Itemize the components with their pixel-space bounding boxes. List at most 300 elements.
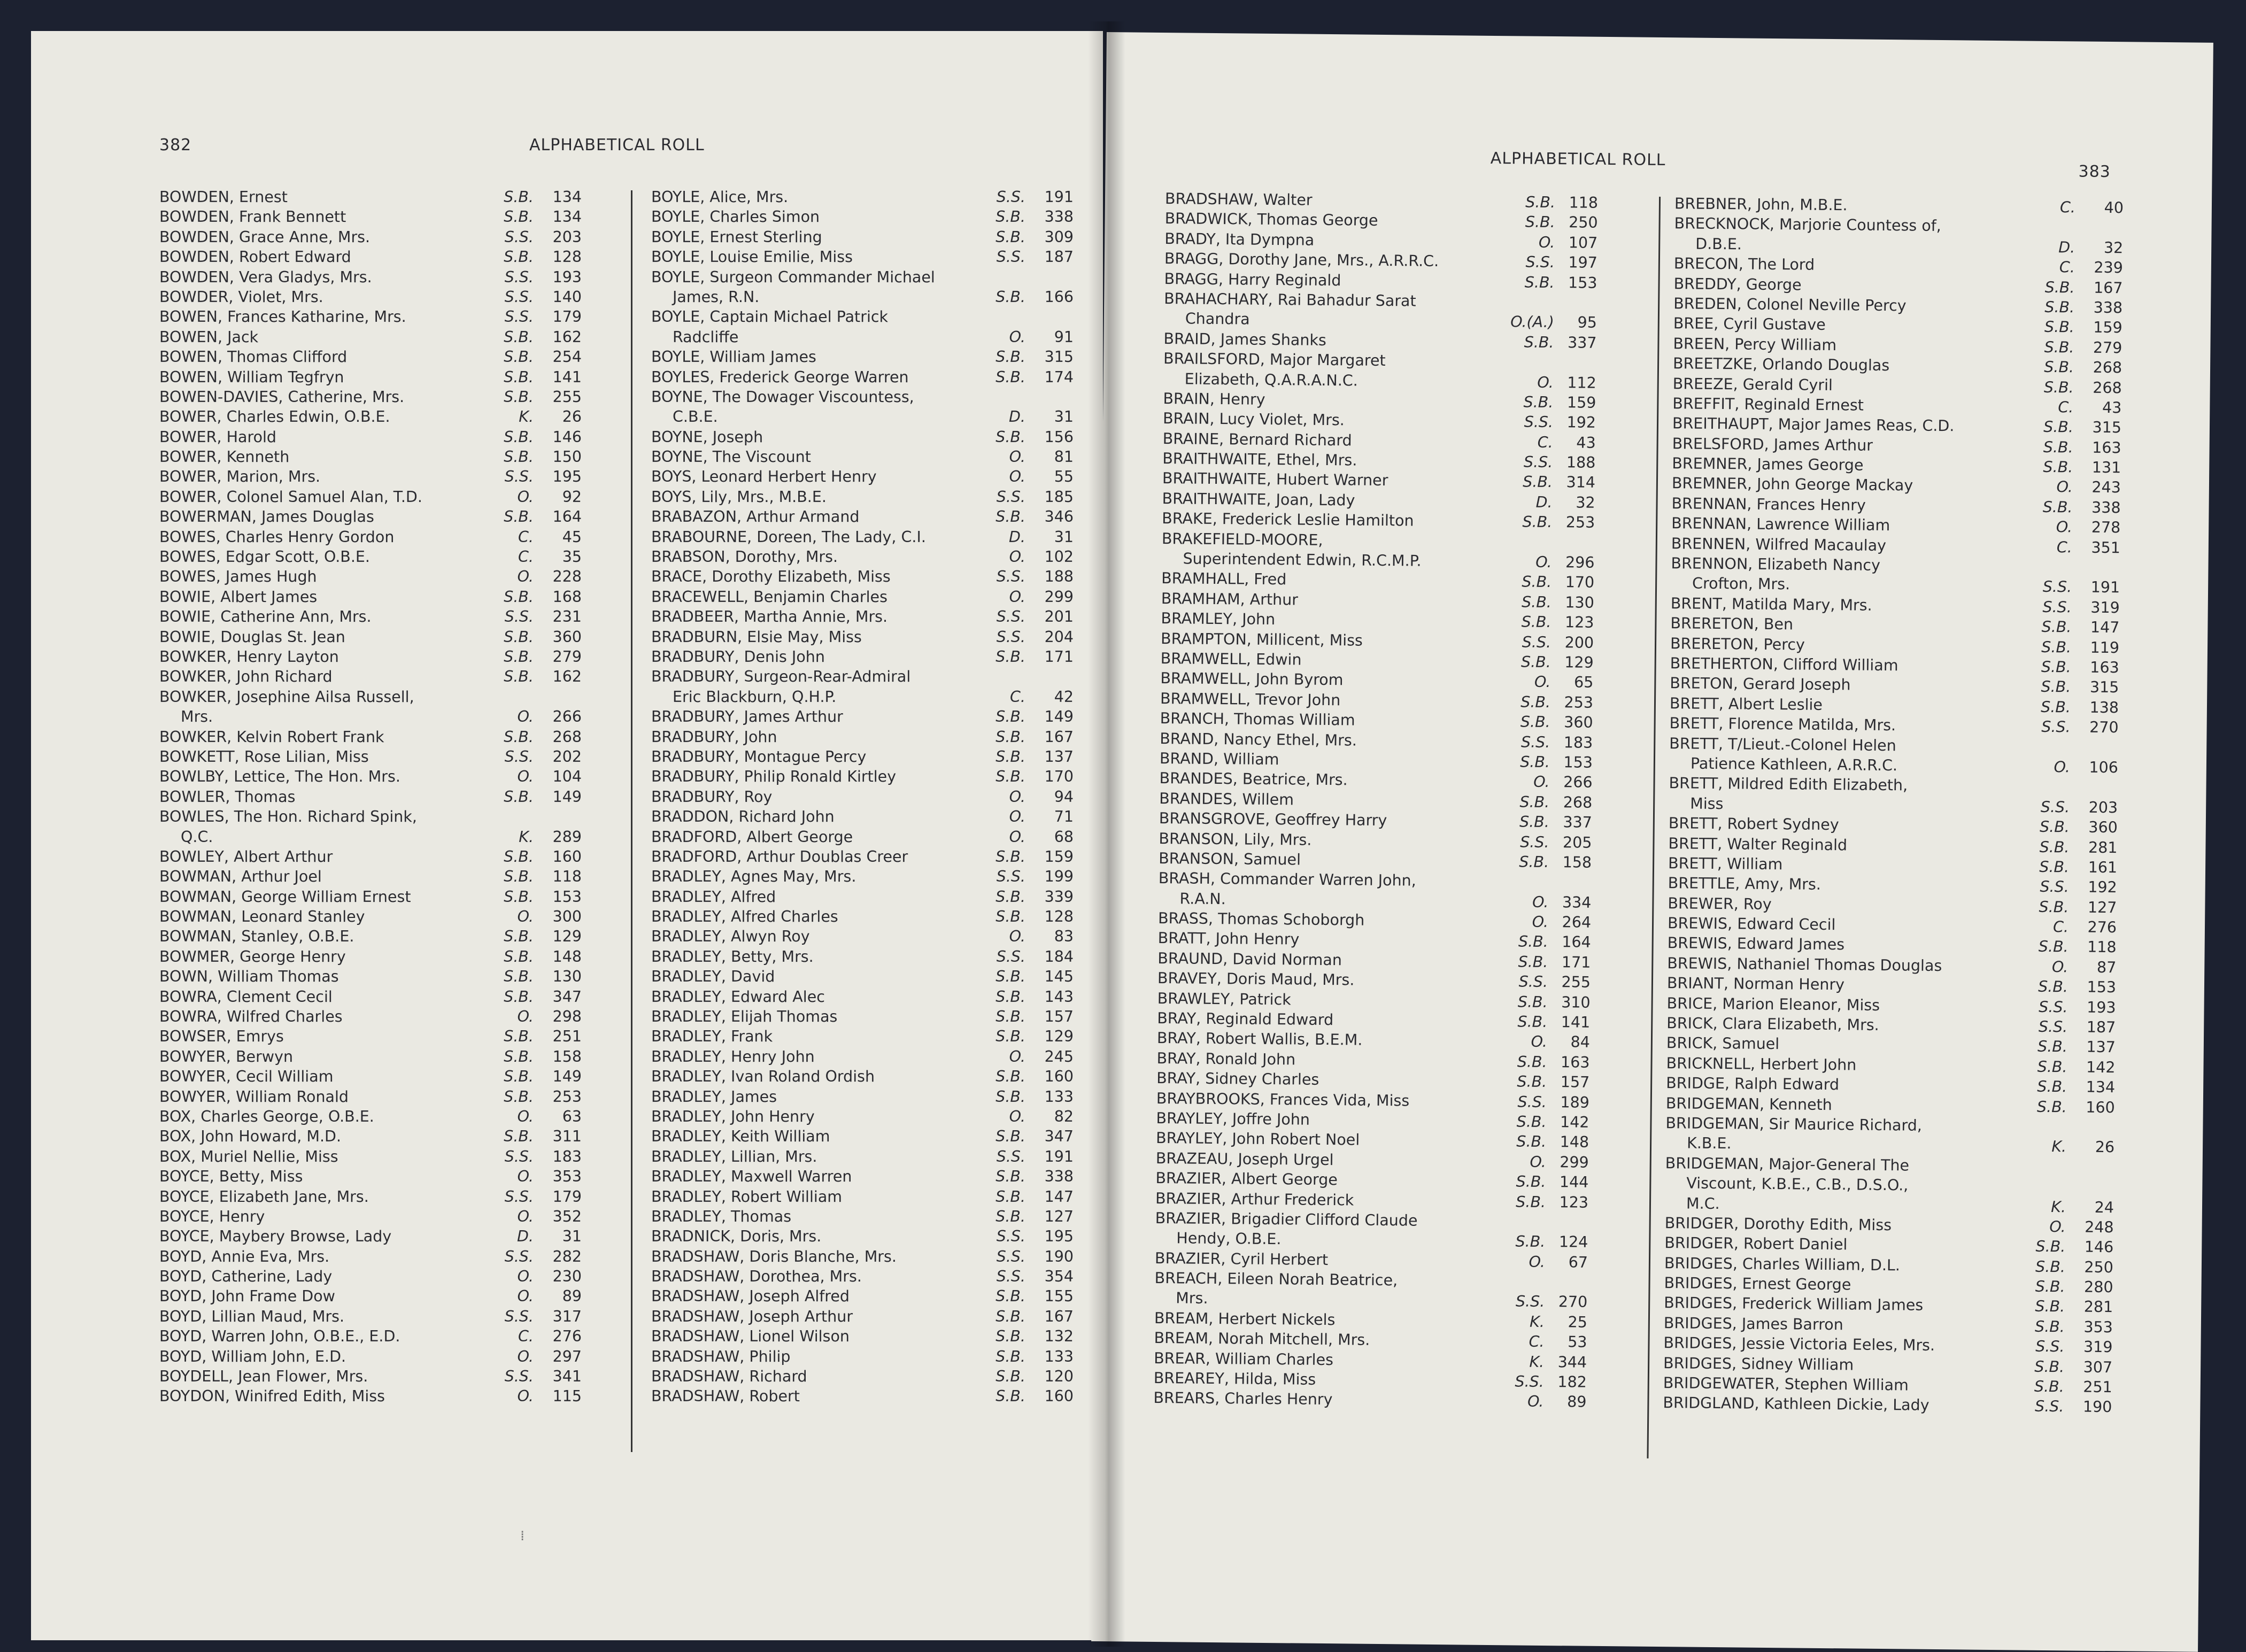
entry-page-ref: 160 — [552, 847, 582, 866]
entry-award: S.B. — [2037, 1057, 2067, 1076]
entry-name: BRADLEY, Frank — [651, 1028, 773, 1046]
entry-page-ref: 40 — [2104, 198, 2124, 217]
entry-name: C.B.E. — [673, 408, 718, 426]
entry-page-ref: 127 — [2087, 898, 2117, 916]
entry-page-ref: 43 — [1576, 434, 1596, 452]
entry-name: BRADBURY, Denis John — [651, 647, 825, 666]
entry-name: BRIDGES, Frederick William James — [1664, 1294, 1924, 1315]
entry-award: S.S. — [2041, 717, 2071, 736]
entry-name: BREEN, Percy William — [1673, 334, 1837, 354]
entry-page-ref: 45 — [562, 528, 582, 546]
entry-page-ref: 146 — [552, 428, 582, 446]
entry-page-ref: 138 — [2089, 698, 2119, 716]
entry-name: BOWERMAN, James Douglas — [159, 508, 374, 526]
entry-name: Miss — [1690, 794, 1724, 813]
entry-page-ref: 195 — [1044, 1228, 1074, 1246]
entry-name: BOWIE, Catherine Ann, Mrs. — [159, 608, 372, 626]
entry-name: BOWKETT, Rose Lilian, Miss — [159, 747, 369, 766]
entry-name: BRADLEY, James — [651, 1087, 777, 1106]
entry-name: BOWMAN, Arthur Joel — [159, 868, 322, 886]
entry-award: O. — [517, 1387, 534, 1406]
roll-entry — [651, 1287, 1103, 1307]
entry-award: S.B. — [995, 1068, 1025, 1086]
entry-page-ref: 167 — [1044, 1307, 1074, 1325]
entry-award: S.S. — [504, 1147, 534, 1165]
entry-page-ref — [2072, 1178, 2114, 1179]
entry-award: S.B. — [504, 868, 534, 886]
roll-entry — [1663, 1394, 2144, 1419]
entry-award: S.B. — [2041, 698, 2071, 716]
entry-page-ref: 55 — [1054, 468, 1074, 486]
entry-name: BRAMWELL, Trevor John — [1160, 689, 1341, 709]
entry-page-ref: 118 — [552, 868, 582, 886]
entry-award: C. — [1010, 688, 1025, 706]
entry-page-ref: 35 — [562, 548, 582, 566]
entry-award: S.B. — [995, 1207, 1025, 1225]
roll-entry — [159, 648, 630, 668]
entry-award: S.S. — [996, 248, 1025, 266]
entry-award: S.B. — [1519, 853, 1549, 871]
entry-name: BRADFORD, Albert George — [651, 828, 853, 846]
entry-name: BOWYER, Cecil William — [159, 1068, 334, 1086]
roll-entry — [159, 408, 630, 428]
roll-entry — [651, 608, 1103, 628]
roll-entry — [651, 428, 1103, 448]
entry-name: BOYNE, The Dowager Viscountess, — [651, 388, 914, 406]
entry-page-ref: 279 — [2093, 338, 2122, 357]
entry-award: S.B. — [504, 1068, 534, 1086]
entry-name: BRAKE, Frederick Leslie Hamilton — [1162, 510, 1414, 530]
entry-name: BRADLEY, Elijah Thomas — [651, 1008, 838, 1026]
entry-name: BOWLES, The Hon. Richard Spink, — [159, 808, 417, 826]
roll-entry — [159, 1128, 630, 1147]
entry-page-ref: 179 — [552, 1187, 582, 1206]
entry-name: BREWIS, Edward James — [1667, 934, 1845, 954]
entry-name: BOYDELL, Jean Flower, Mrs. — [159, 1368, 368, 1386]
roll-entry — [159, 1287, 630, 1307]
roll-entry — [651, 448, 1103, 468]
entry-page-ref: 184 — [1044, 947, 1074, 966]
entry-page-ref: 128 — [552, 248, 582, 266]
entry-page-ref: 309 — [1044, 228, 1074, 246]
entry-page-ref: 160 — [1044, 1387, 1074, 1406]
entry-name: BOWYER, Berwyn — [159, 1047, 294, 1066]
entry-name: BRAND, Nancy Ethel, Mrs. — [1160, 729, 1357, 750]
entry-page-ref: 147 — [2090, 618, 2120, 637]
entry-page-ref: 150 — [552, 448, 582, 466]
roll-entry — [651, 308, 1103, 328]
roll-entry — [159, 1348, 630, 1368]
roll-entry — [159, 288, 630, 308]
roll-entry — [159, 988, 630, 1008]
entry-name: BOWDEN, Frank Bennett — [159, 208, 346, 226]
entry-award: S.S. — [504, 268, 534, 286]
entry-name: BOWES, James Hugh — [159, 568, 317, 586]
entry-page-ref: 346 — [1044, 508, 1074, 526]
entry-name: BRENNAN, Frances Henry — [1671, 495, 1866, 514]
entry-page-ref: 25 — [1568, 1313, 1588, 1331]
entry-page-ref: 65 — [1573, 673, 1594, 692]
roll-entry — [651, 928, 1103, 947]
entry-name: BRANDES, Beatrice, Mrs. — [1159, 769, 1348, 789]
entry-name: BRENNON, Elizabeth Nancy — [1671, 554, 1881, 574]
roll-entry — [651, 988, 1103, 1008]
running-head: ALPHABETICAL ROLL — [529, 136, 705, 155]
entry-name: BRELSFORD, James Arthur — [1672, 434, 1873, 454]
entry-award: O. — [517, 1168, 534, 1186]
entry-page-ref: 153 — [552, 887, 582, 906]
roll-entry — [159, 908, 630, 928]
entry-award: S.B. — [504, 1028, 534, 1046]
roll-entry — [651, 328, 1103, 348]
entry-name: BOWDEN, Ernest — [159, 188, 288, 206]
entry-column-2 — [651, 188, 1103, 1408]
entry-award: S.B. — [995, 847, 1025, 866]
entry-page-ref: 157 — [1560, 1073, 1590, 1091]
entry-name: BRADLEY, Edward Alec — [651, 987, 825, 1006]
entry-page-ref: 199 — [1044, 868, 1074, 886]
entry-name: BOWKER, John Richard — [159, 668, 333, 686]
entry-award: S.B. — [2038, 978, 2069, 996]
entry-name: BREAM, Herbert Nickels — [1154, 1309, 1336, 1329]
roll-entry — [651, 468, 1103, 488]
entry-page-ref: 107 — [1568, 234, 1598, 252]
entry-page-ref: 182 — [1557, 1373, 1587, 1391]
entry-name: BRAMWELL, Edwin — [1160, 650, 1302, 669]
entry-page-ref: 119 — [2090, 638, 2120, 657]
entry-award — [2013, 1117, 2067, 1118]
entry-name: BRAY, Ronald John — [1156, 1049, 1296, 1069]
entry-page-ref: 84 — [1570, 1033, 1591, 1052]
roll-entry — [159, 948, 630, 968]
entry-award: C. — [1537, 433, 1553, 451]
roll-entry — [651, 548, 1103, 568]
entry-name: BOYCE, Betty, Miss — [159, 1168, 303, 1186]
entry-name: BREAR, William Charles — [1154, 1349, 1334, 1369]
entry-page-ref: 127 — [1044, 1207, 1074, 1225]
entry-page-ref: 187 — [1044, 248, 1074, 266]
entry-page-ref: 145 — [1044, 968, 1074, 986]
entry-name: BOYD, John Frame Dow — [159, 1287, 335, 1306]
entry-award: S.B. — [995, 968, 1025, 986]
entry-award: S.B. — [995, 368, 1025, 386]
entry-award: S.B. — [504, 728, 534, 746]
entry-award: O. — [2054, 758, 2071, 776]
roll-entry — [651, 708, 1103, 728]
entry-award: C. — [518, 528, 534, 546]
entry-name: BRADLEY, Agnes May, Mrs. — [651, 868, 856, 886]
entry-award: O. — [1527, 1393, 1544, 1411]
entry-page-ref: 159 — [1566, 393, 1596, 412]
entry-award: O. — [1532, 913, 1549, 931]
entry-page-ref: 360 — [1564, 713, 1593, 731]
roll-entry — [159, 928, 630, 947]
roll-entry — [651, 188, 1103, 208]
entry-award: C. — [2056, 538, 2072, 557]
entry-page-ref: 137 — [1044, 747, 1074, 766]
entry-award: S.S. — [1515, 1292, 1545, 1311]
entry-page-ref: 153 — [1563, 753, 1593, 771]
entry-name: BOX, Muriel Nellie, Miss — [159, 1147, 338, 1165]
entry-name: BREWIS, Nathaniel Thomas Douglas — [1667, 954, 1942, 975]
entry-page-ref: 338 — [1044, 208, 1074, 226]
entry-award: S.B. — [504, 968, 534, 986]
roll-entry — [159, 388, 630, 408]
entry-award: S.S. — [1524, 413, 1554, 431]
entry-page-ref: 104 — [552, 768, 582, 786]
entry-award: S.S. — [1518, 972, 1548, 991]
entry-name: BREMNER, John George Mackay — [1671, 474, 1913, 495]
entry-award: O. — [1531, 1033, 1548, 1051]
entry-award: S.B. — [504, 947, 534, 966]
entry-page-ref: 231 — [552, 608, 582, 626]
entry-name: Elizabeth, Q.A.R.A.N.C. — [1184, 369, 1358, 390]
entry-page-ref: 87 — [2096, 958, 2117, 977]
entry-page-ref: 341 — [552, 1368, 582, 1386]
entry-award: S.S. — [996, 868, 1025, 886]
entry-award: S.S. — [1522, 633, 1552, 651]
entry-award: C. — [518, 1327, 534, 1346]
entry-award: S.B. — [995, 208, 1025, 226]
entry-page-ref: 193 — [552, 268, 582, 286]
entry-award: S.S. — [504, 1368, 534, 1386]
entry-name: BRIDGES, Charles William, D.L. — [1664, 1254, 1901, 1275]
entry-page-ref: 148 — [1560, 1133, 1589, 1152]
entry-page-ref: 71 — [1054, 808, 1074, 826]
entry-page-ref: 334 — [1562, 893, 1592, 912]
entry-award: S.B. — [1516, 1113, 1547, 1131]
entry-award: S.B. — [504, 928, 534, 946]
entry-name: M.C. — [1686, 1194, 1720, 1213]
entry-award: O. — [1009, 828, 1025, 846]
roll-entry — [651, 748, 1103, 768]
roll-entry — [651, 1228, 1103, 1247]
roll-entry — [159, 1028, 630, 1047]
entry-name: BRATT, John Henry — [1157, 929, 1300, 948]
entry-name: BRAINE, Bernard Richard — [1162, 429, 1352, 450]
entry-name: BRADBURY, James Arthur — [651, 708, 843, 726]
entry-award: S.B. — [2035, 1238, 2066, 1256]
entry-name: BRAITHWAITE, Hubert Warner — [1162, 469, 1388, 490]
entry-name: Hendy, O.B.E. — [1176, 1229, 1282, 1248]
entry-award: S.B. — [504, 987, 534, 1006]
entry-award: S.B. — [1522, 513, 1553, 531]
entry-name: James, R.N. — [673, 288, 760, 306]
entry-page-ref: 129 — [552, 928, 582, 946]
entry-award: S.B. — [995, 348, 1025, 366]
roll-entry — [159, 1068, 630, 1087]
entry-award: S.B. — [2035, 1277, 2065, 1296]
entry-award: S.B. — [1521, 653, 1551, 671]
entry-award: S.B. — [504, 508, 534, 526]
entry-page-ref: 146 — [2084, 1238, 2114, 1256]
entry-page-ref: 339 — [1044, 887, 1074, 906]
roll-entry — [159, 1308, 630, 1327]
entry-page-ref: 251 — [2083, 1378, 2112, 1396]
entry-page-ref: 102 — [1044, 548, 1074, 566]
entry-award: S.B. — [2039, 898, 2069, 916]
entry-name: BOWMAN, George William Ernest — [159, 887, 411, 906]
roll-entry — [159, 628, 630, 648]
entry-page-ref: 170 — [1565, 573, 1595, 592]
entry-award: S.B. — [1517, 993, 1548, 1011]
roll-entry — [159, 1387, 630, 1407]
entry-page-ref: 250 — [1569, 213, 1598, 232]
entry-award: S.B. — [2041, 618, 2072, 636]
entry-award — [2013, 1157, 2066, 1158]
roll-entry — [159, 268, 630, 288]
entry-page-ref: 134 — [552, 188, 582, 206]
entry-award: S.B. — [995, 1368, 1025, 1386]
entry-page-ref: 160 — [1044, 1068, 1074, 1086]
entry-page-ref: 195 — [552, 468, 582, 486]
entry-award: S.B. — [2041, 638, 2072, 656]
entry-award: O. — [2049, 1217, 2066, 1236]
entry-page-ref: 197 — [1568, 253, 1598, 272]
entry-name: BRAILSFORD, Major Margaret — [1163, 350, 1386, 370]
roll-entry — [159, 668, 630, 688]
roll-entry — [651, 728, 1103, 748]
entry-page-ref: 276 — [2087, 918, 2117, 937]
entry-page-ref: 278 — [2091, 518, 2121, 537]
entry-award: S.B. — [2034, 1357, 2065, 1376]
roll-entry — [651, 768, 1103, 788]
entry-page-ref: 266 — [1563, 773, 1593, 792]
entry-name: BRADBURN, Elsie May, Miss — [651, 628, 862, 646]
roll-entry — [159, 1268, 630, 1287]
entry-page-ref: 89 — [562, 1287, 582, 1306]
entry-page-ref — [2072, 1158, 2114, 1159]
entry-name: BRACE, Dorothy Elizabeth, Miss — [651, 568, 891, 586]
entry-name: BREMNER, James George — [1672, 454, 1864, 474]
entry-award: S.B. — [504, 428, 534, 446]
entry-award: O. — [1532, 893, 1549, 911]
roll-entry — [651, 1168, 1103, 1187]
entry-award: C. — [2058, 398, 2074, 416]
entry-page-ref: 203 — [552, 228, 582, 246]
entry-name: BRETTLE, Amy, Mrs. — [1668, 874, 1822, 894]
entry-award: S.B. — [2037, 1077, 2067, 1096]
entry-award: S.B. — [504, 588, 534, 606]
entry-page-ref: 171 — [1561, 953, 1591, 971]
entry-page-ref: 299 — [1560, 1153, 1589, 1171]
entry-page-ref: 315 — [2089, 678, 2119, 697]
roll-entry — [651, 1048, 1103, 1068]
entry-page-ref: 289 — [552, 828, 582, 846]
page-mark: ⁞ — [520, 1528, 525, 1544]
entry-award: K. — [1529, 1313, 1545, 1331]
roll-entry — [159, 708, 630, 728]
roll-entry — [651, 1068, 1103, 1087]
entry-page-ref: 129 — [1044, 1028, 1074, 1046]
roll-entry — [159, 1248, 630, 1268]
entry-page-ref: 82 — [1054, 1107, 1074, 1125]
entry-award: O. — [1009, 328, 1025, 346]
roll-entry — [159, 688, 630, 708]
entry-name: BOWDEN, Grace Anne, Mrs. — [159, 228, 371, 246]
entry-page-ref: 171 — [1044, 647, 1074, 666]
entry-name: BRAY, Robert Wallis, B.E.M. — [1156, 1029, 1363, 1049]
entry-award: S.B. — [995, 1307, 1025, 1325]
entry-name: BREACH, Eileen Norah Beatrice, — [1154, 1269, 1398, 1290]
entry-award: S.B. — [504, 1128, 534, 1146]
roll-entry — [651, 1268, 1103, 1287]
entry-award: O. — [1009, 548, 1025, 566]
entry-award: S.B. — [1520, 713, 1550, 731]
entry-award: S.B. — [1515, 1232, 1546, 1251]
entry-name: BRETT, William — [1668, 854, 1783, 874]
roll-entry — [651, 1128, 1103, 1147]
roll-entry — [159, 188, 630, 208]
entry-page-ref: 297 — [552, 1347, 582, 1365]
entry-name: BRAID, James Shanks — [1163, 329, 1326, 349]
entry-page-ref: 123 — [1559, 1193, 1589, 1211]
entry-name: BRIDGER, Robert Daniel — [1664, 1234, 1848, 1254]
entry-name: BRADBEER, Martha Annie, Mrs. — [651, 608, 888, 626]
roll-entry — [651, 268, 1103, 288]
entry-name: BRERETON, Percy — [1670, 634, 1805, 654]
entry-award: S.B. — [1518, 932, 1548, 951]
entry-award: S.B. — [2044, 358, 2074, 376]
entry-page-ref: 185 — [1044, 488, 1074, 506]
entry-award: S.B. — [995, 1008, 1025, 1026]
entry-name: BRICKNELL, Herbert John — [1666, 1054, 1857, 1074]
entry-page-ref: 270 — [1558, 1293, 1588, 1311]
entry-name: BOWDEN, Vera Gladys, Mrs. — [159, 268, 372, 286]
roll-entry — [159, 608, 630, 628]
entry-page-ref: 158 — [1562, 853, 1592, 871]
entry-name: BREAREY, Hilda, Miss — [1153, 1369, 1316, 1388]
entry-page-ref: 163 — [2090, 658, 2119, 677]
entry-name: BOWER, Marion, Mrs. — [159, 468, 321, 486]
roll-entry — [651, 908, 1103, 928]
entry-name: BOWDER, Violet, Mrs. — [159, 288, 323, 306]
entry-award: S.B. — [2041, 658, 2071, 676]
entry-page-ref: 67 — [1568, 1253, 1588, 1271]
roll-entry — [651, 288, 1103, 308]
entry-award: S.S. — [504, 1247, 534, 1265]
entry-award: S.B. — [1520, 753, 1550, 771]
entry-name: BRAUND, David Norman — [1157, 949, 1342, 969]
entry-page-ref: 279 — [552, 647, 582, 666]
roll-entry — [651, 1248, 1103, 1268]
entry-award: C. — [2052, 918, 2069, 936]
roll-entry — [159, 1327, 630, 1347]
entry-name: BOWEN, Thomas Clifford — [159, 348, 348, 366]
entry-page-ref: 276 — [552, 1327, 582, 1346]
entry-page-ref: 253 — [552, 1087, 582, 1106]
entry-award: S.B. — [1522, 573, 1552, 591]
entry-page-ref: 202 — [552, 747, 582, 766]
entry-page-ref: 118 — [2087, 938, 2117, 956]
entry-name: BRADSHAW, Walter — [1164, 190, 1313, 209]
entry-name: BOWLER, Thomas — [159, 788, 296, 806]
entry-name: BOWLEY, Albert Arthur — [159, 847, 333, 866]
entry-name: BRIDGES, Sidney William — [1663, 1354, 1854, 1374]
roll-entry — [159, 448, 630, 468]
entry-page-ref: 43 — [2102, 398, 2122, 417]
roll-entry — [651, 508, 1103, 528]
roll-entry — [651, 628, 1103, 648]
entry-award: C. — [518, 548, 534, 566]
entry-award: K. — [519, 408, 534, 426]
entry-page-ref: 299 — [1044, 588, 1074, 606]
entry-page-ref: 118 — [1569, 194, 1599, 212]
entry-name: BRAWLEY, Patrick — [1157, 989, 1291, 1009]
entry-name: BRAZIER, Albert George — [1155, 1169, 1338, 1189]
entry-name: BRANSON, Samuel — [1159, 849, 1301, 869]
entry-name: BOWES, Edgar Scott, O.B.E. — [159, 548, 370, 566]
